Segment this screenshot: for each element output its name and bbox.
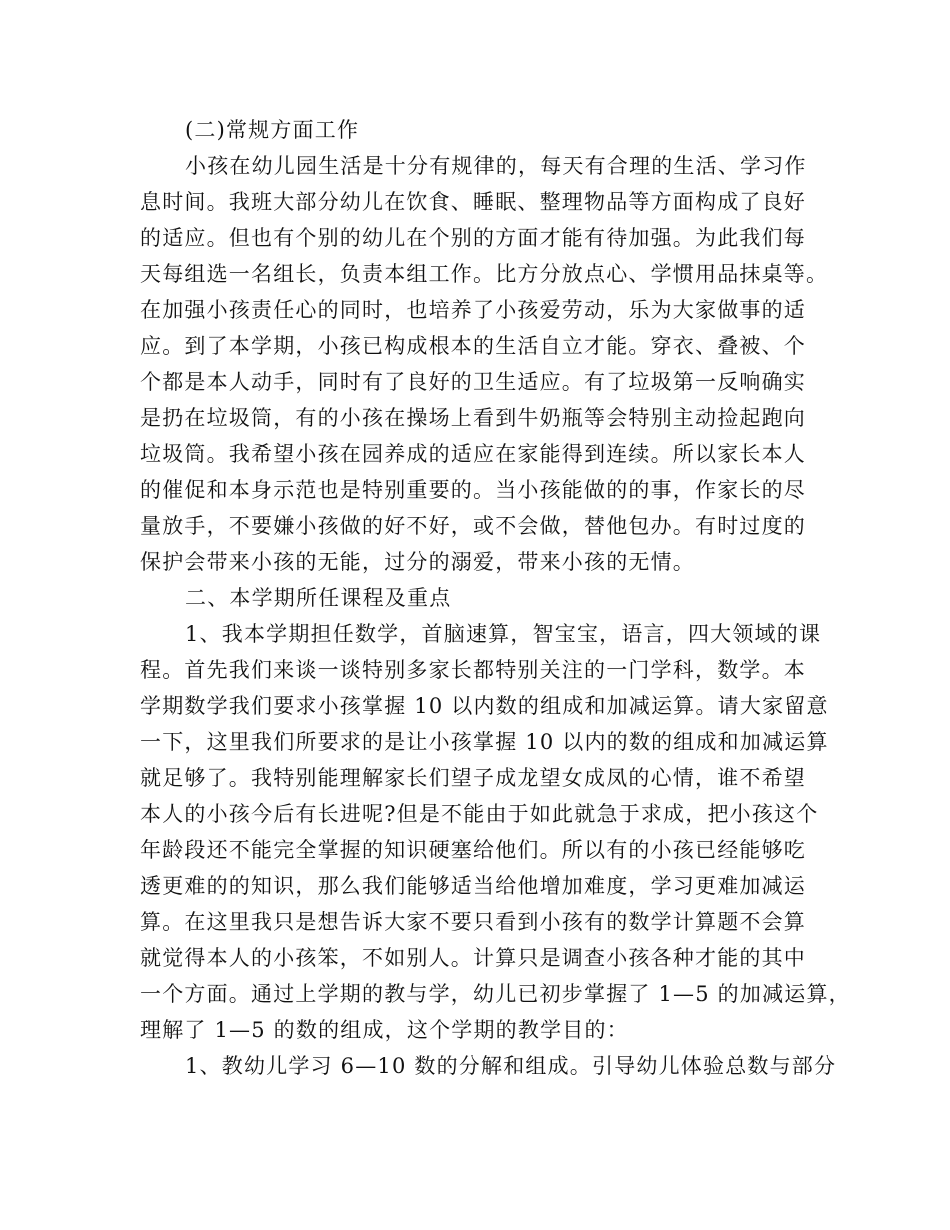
paragraph-line: 程。首先我们来谈一谈特别多家长都特别关注的一门学科，数学。本: [140, 658, 806, 682]
paragraph-line: 天每组选一名组长，负责本组工作。比方分放点心、学惯用品抹桌等。: [140, 262, 829, 286]
section-heading-courses: 二、本学期所任课程及重点: [185, 586, 452, 610]
paragraph-line: 1、我本学期担任数学，首脑速算，智宝宝，语言，四大领域的课: [185, 622, 822, 646]
paragraph-line: 1、教幼儿学习 6—10 数的分解和组成。引导幼儿体验总数与部分: [185, 1054, 837, 1078]
section-heading-routine: (二)常规方面工作: [185, 118, 360, 142]
paragraph-line: 保护会带来小孩的无能，过分的溺爱，带来小孩的无情。: [140, 550, 695, 574]
paragraph-line: 理解了 1—5 的数的组成，这个学期的教学目的：: [140, 1018, 629, 1042]
paragraph-line: 就觉得本人的小孩笨，不如别人。计算只是调查小孩各种才能的其中: [140, 946, 806, 970]
paragraph-line: 学期数学我们要求小孩掌握 10 以内数的组成和加减运算。请大家留意: [140, 694, 829, 718]
paragraph-line: 息时间。我班大部分幼儿在饮食、睡眠、整理物品等方面构成了良好: [140, 190, 806, 214]
paragraph-line: 的催促和本身示范也是特别重要的。当小孩能做的的事，作家长的尽: [140, 478, 806, 502]
paragraph-line: 应。到了本学期，小孩已构成根本的生活自立才能。穿衣、叠被、个: [140, 334, 806, 358]
paragraph-line: 的适应。但也有个别的幼儿在个别的方面才能有待加强。为此我们每: [140, 226, 806, 250]
paragraph-line: 个都是本人动手，同时有了良好的卫生适应。有了垃圾第一反响确实: [140, 370, 806, 394]
paragraph-line: 透更难的的知识，那么我们能够适当给他增加难度，学习更难加减运: [140, 874, 806, 898]
paragraph-line: 一下，这里我们所要求的是让小孩掌握 10 以内的数的组成和加减运算: [140, 730, 829, 754]
paragraph-line: 本人的小孩今后有长进呢?但是不能由于如此就急于求成，把小孩这个: [140, 802, 819, 826]
paragraph-line: 年龄段还不能完全掌握的知识硬塞给他们。所以有的小孩已经能够吃: [140, 838, 806, 862]
paragraph-line: 是扔在垃圾筒，有的小孩在操场上看到牛奶瓶等会特别主动捡起跑向: [140, 406, 806, 430]
paragraph-line: 就足够了。我特别能理解家长们望子成龙望女成凤的心情，谁不希望: [140, 766, 806, 790]
paragraph-line: 量放手，不要嫌小孩做的好不好，或不会做，替他包办。有时过度的: [140, 514, 806, 538]
paragraph-line: 小孩在幼儿园生活是十分有规律的，每天有合理的生活、学习作: [185, 154, 807, 178]
paragraph-line: 一个方面。通过上学期的教与学，幼儿已初步掌握了 1—5 的加减运算，: [140, 982, 851, 1006]
paragraph-line: 算。在这里我只是想告诉大家不要只看到小孩有的数学计算题不会算: [140, 910, 806, 934]
paragraph-line: 在加强小孩责任心的同时，也培养了小孩爱劳动，乐为大家做事的适: [140, 298, 806, 322]
paragraph-line: 垃圾筒。我希望小孩在园养成的适应在家能得到连续。所以家长本人: [140, 442, 806, 466]
